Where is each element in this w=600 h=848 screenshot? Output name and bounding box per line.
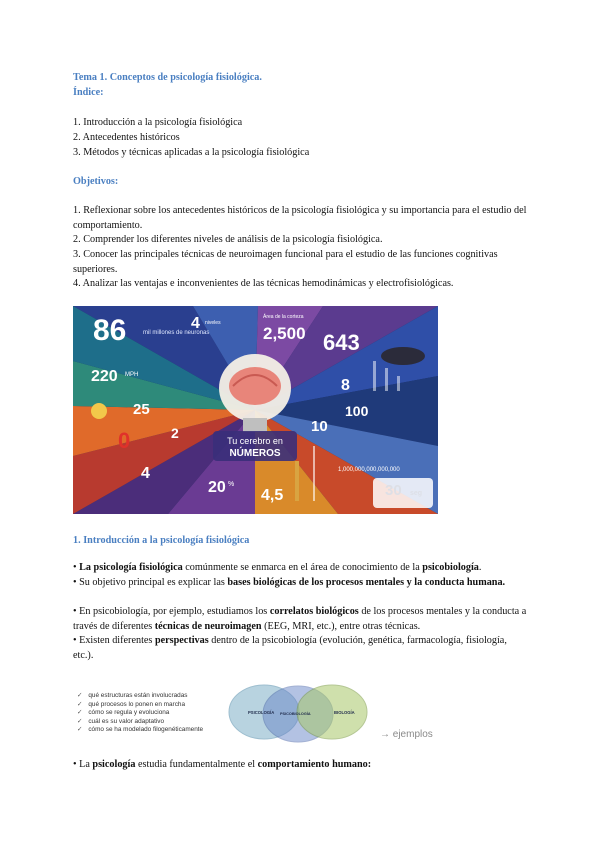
stat-25: 25: [133, 401, 150, 418]
section-1-paragraph: • La psicología estudia fundamentalmente el comportamiento humano:: [73, 759, 372, 770]
stat-2500: 2,500: [263, 324, 306, 343]
stat-10: 10: [311, 418, 328, 435]
list-item: ✓ cómo se regula y evoluciona: [77, 709, 170, 717]
examples-label: → ejemplos: [380, 729, 433, 740]
index-item: 1. Introducción a la psicología fisiológica: [73, 117, 243, 128]
whale-icon: [381, 347, 425, 365]
stat-86-label: mil millones de neuronas: [143, 330, 210, 336]
objective-item: 3. Conocer las principales técnicas de neuroimagen funcional para el estudio de las funciones cognitivas superiores.: [73, 249, 498, 275]
list-item: ✓ qué estructuras están involucradas: [77, 692, 188, 699]
brain-numbers-infographic: [73, 306, 438, 514]
objective-item: 1. Reflexionar sobre los antecedentes históricos de la psicología fisiológica y su importancia para el estudio del comportamiento.: [73, 205, 527, 231]
section-1-paragraph: • Su objetivo principal es explicar las bases biológicas de los procesos mentales y la conducta humana.: [73, 577, 506, 588]
venn-label-biologia: BIOLOGÍA: [334, 710, 355, 715]
stat-100: 100: [345, 403, 369, 419]
venn-label-psicobiologia: PSICOBIOLOGÍA: [280, 712, 311, 716]
list-item: ✓ qué procesos lo ponen en marcha: [77, 700, 185, 708]
stat-8: 8: [341, 377, 350, 394]
infographic-center-subtitle: NÚMEROS: [229, 448, 281, 459]
objective-item: 2. Comprender los diferentes niveles de análisis de la psicología fisiológica.: [73, 234, 383, 245]
objective-item: 4. Analizar las ventajas e inconvenientes de las técnicas hemodinámicas y electrofisiológicas.: [73, 278, 454, 289]
stat-4-levels: 4: [191, 315, 200, 332]
section-1-paragraph: • Existen diferentes perspectivas dentro de la psicobiología (evolución, genética, farmacología, fisiología, etc.).: [73, 635, 507, 661]
stat-86: 86: [93, 314, 127, 347]
stat-4-5: 4,5: [261, 487, 284, 504]
check-icon: ✓: [77, 726, 83, 734]
stat-2500-label: Área de la corteza: [263, 314, 304, 320]
stat-2: 2: [171, 425, 179, 441]
stat-220: 220: [91, 368, 118, 385]
check-icon: ✓: [77, 692, 83, 699]
index-heading: Índice:: [73, 87, 104, 98]
venn-diagram: [228, 684, 368, 744]
stat-20: 20: [208, 479, 226, 496]
bulb-icon: [91, 403, 107, 419]
section-1-paragraph: • En psicobiología, por ejemplo, estudiamos los correlatos biológicos de los procesos mentales y la conducta a través de diferentes técnicas de neuroimagen (EEG, MRI, etc.), entre otras técnicas.: [73, 606, 527, 632]
check-icon: ✓: [77, 709, 83, 717]
check-icon: ✓: [77, 700, 83, 708]
objectives-heading: Objetivos:: [73, 176, 119, 187]
stat-643: 643: [323, 330, 360, 355]
list-item: ✓ cuál es su valor adaptativo: [77, 717, 165, 725]
section-1-paragraph: • La psicología fisiológica comúnmente se enmarca en el área de conocimiento de la psicobiología.: [73, 562, 482, 573]
index-item: 3. Métodos y técnicas aplicadas a la psicología fisiológica: [73, 147, 310, 158]
index-item: 2. Antecedentes históricos: [73, 132, 180, 143]
stat-0: 0: [118, 428, 131, 453]
giraffe-icon: [295, 461, 299, 501]
stat-220-unit: MPH: [125, 372, 139, 378]
infographic-center-title: Tu cerebro en: [227, 436, 283, 446]
list-item: ✓ cómo se ha modelado filogenéticamente: [77, 726, 204, 734]
stat-4-million: 4: [141, 465, 150, 482]
stat-20-unit: %: [228, 481, 235, 488]
stat-4-levels-label: niveles: [205, 320, 221, 326]
document-title: Tema 1. Conceptos de psicología fisiológica.: [73, 72, 262, 83]
section-1-heading: 1. Introducción a la psicología fisiológica: [73, 535, 250, 546]
check-icon: ✓: [77, 717, 83, 725]
stat-big-number: 1,000,000,000,000,000: [338, 467, 400, 473]
venn-label-psicologia: PSICOLOGÍA: [248, 710, 275, 715]
behavior-questions-list: [77, 692, 203, 735]
